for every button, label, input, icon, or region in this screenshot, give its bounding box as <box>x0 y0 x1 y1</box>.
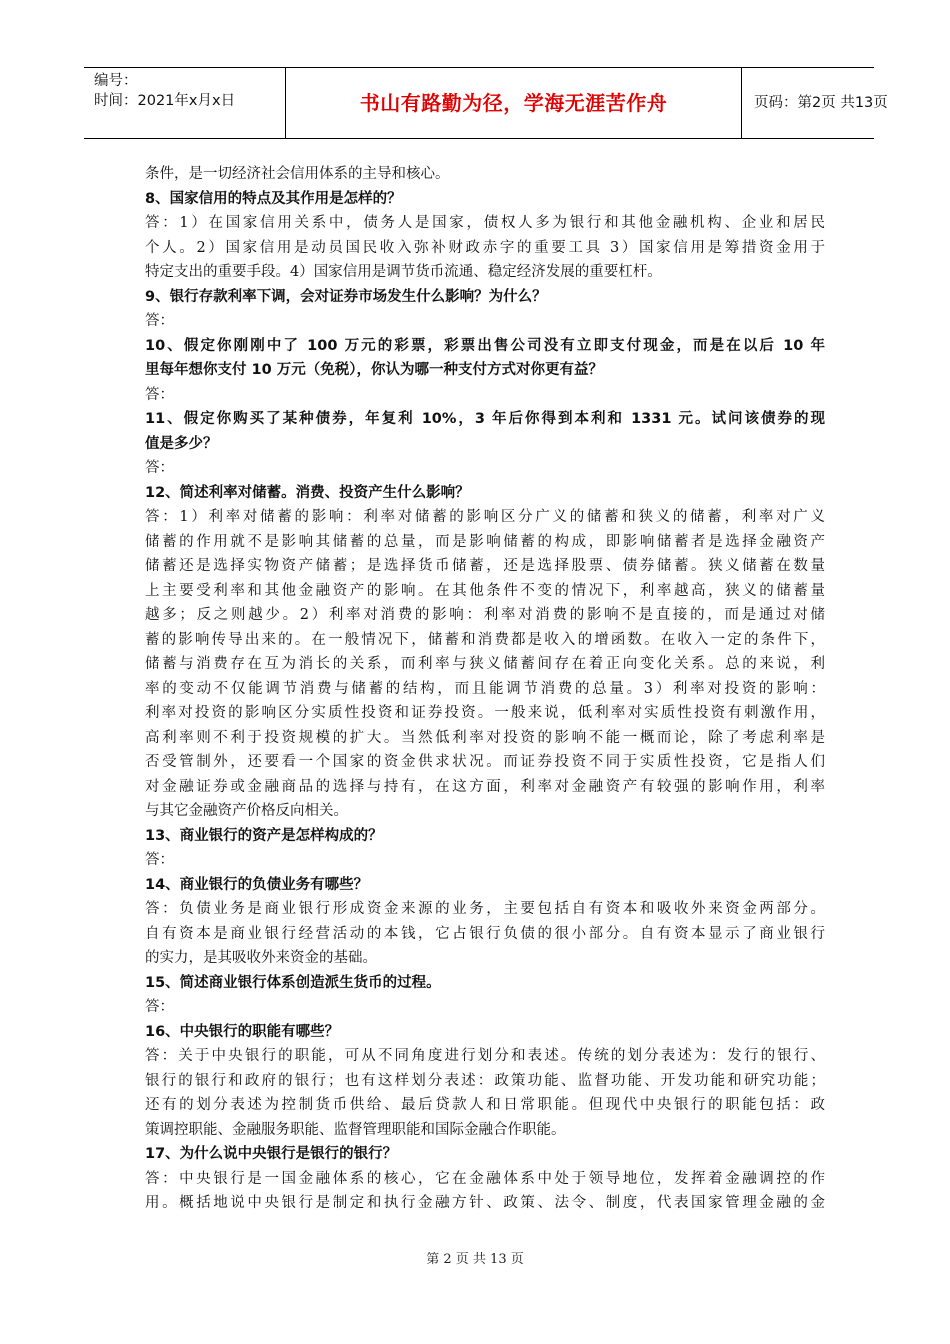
answer-line: 否受管制外，还要看一个国家的资金供求状况。而证券投资不同于实质性投资，它是指人们 <box>145 754 825 770</box>
answer-line: 个人。2）国家信用是动员国民收入弥补财政赤字的重要工具 3）国家信用是筹措资金用于 <box>145 239 825 256</box>
answer-line: 用。概括地说中央银行是制定和执行金融方针、政策、法令、制度，代表国家管理金融的金 <box>145 1195 825 1211</box>
question-line: 13、商业银行的资产是怎样构成的？ <box>145 827 383 844</box>
answer-line: 答： <box>145 386 174 403</box>
answer-line: 的实力，是其吸收外来资金的基础。 <box>145 950 377 966</box>
answer-line: 答： <box>145 999 174 1015</box>
header-left-cell <box>84 68 285 138</box>
answer-line: 越多；反之则越少。2）利率对消费的影响：利率对消费的影响不是直接的，而是通过对储 <box>145 607 825 623</box>
answer-line: 答：1）在国家信用关系中，债务人是国家，债权人多为银行和其他金融机构、企业和居民 <box>145 215 825 231</box>
answer-line: 储蓄与消费存在互为消长的关系，而利率与狭义储蓄间存在着正向变化关系。总的来说，利 <box>145 656 825 672</box>
document-body <box>145 162 825 1216</box>
question-line: 16、中央银行的职能有哪些？ <box>145 1023 340 1040</box>
question-line: 12、简述利率对储蓄。消费、投资产生什么影响？ <box>145 484 470 501</box>
question-line: 14、商业银行的负债业务有哪些？ <box>145 876 369 893</box>
answer-line: 自有资本是商业银行经营活动的本钱，它占银行负债的很小部分。自有资本显示了商业银行 <box>145 925 825 942</box>
answer-line: 储蓄还是选择实物资产储蓄；是选择货币储蓄，还是选择股票、债券储蓄。狭义储蓄在数量 <box>145 558 825 574</box>
answer-line: 策调控职能、金融服务职能、监督管理职能和国际金融合作职能。 <box>145 1121 566 1138</box>
question-line: 11、假定你购买了某种债券，年复利 10%，3 年后你得到本利和 1331 元。试问该债券的现 <box>145 411 825 427</box>
question-line: 17、为什么说中央银行是银行的银行？ <box>145 1146 398 1162</box>
answer-line: 还有的划分表述为控制货币供给、最后贷款人和日常职能。但现代中央银行的职能包括：政 <box>145 1097 825 1113</box>
question-line: 值是多少？ <box>145 435 218 452</box>
question-line: 15、简述商业银行体系创造派生货币的过程。 <box>145 974 441 991</box>
answer-line: 答：中央银行是一国金融体系的核心，它在金融体系中处于领导地位，发挥着金融调控的作 <box>145 1170 825 1187</box>
answer-line: 答： <box>145 460 174 476</box>
answer-line: 答： <box>145 313 174 329</box>
page-info: 页码：第2页 共13页 <box>754 95 888 111</box>
answer-line: 答：关于中央银行的职能，可从不同角度进行划分和表述。传统的划分表述为：发行的银行、 <box>145 1048 825 1064</box>
question-line: 里每年想你支付 10 万元（免税），你认为哪一种支付方式对你更有益？ <box>145 362 604 378</box>
date-label: 时间：2021年x月x日 <box>94 93 236 109</box>
answer-line: 特定支出的重要手段。4）国家信用是调节货币流通、稳定经济发展的重要杠杆。 <box>145 264 662 280</box>
question-line: 9、银行存款利率下调，会对证券市场发生什么影响？为什么？ <box>145 288 547 305</box>
number-label: 编号： <box>94 73 138 89</box>
answer-line: 答：负债业务是商业银行形成资金来源的业务，主要包括自有资本和吸收外来资金两部分。 <box>145 901 825 917</box>
answer-line: 对金融证券或金融商品的选择与持有，在这方面，利率对金融资产有较强的影响作用，利率 <box>145 778 825 795</box>
question-line: 8、国家信用的特点及其作用是怎样的？ <box>145 190 402 207</box>
answer-line: 利率对投资的影响区分实质性投资和证券投资。一般来说，低利率对实质性投资有刺激作用， <box>145 705 825 721</box>
answer-line: 上主要受利率和其他金融资产的影响。在其他条件不变的情况下，利率越高，狭义的储蓄量 <box>145 582 825 599</box>
motto-title: 书山有路勤为径，学海无涯苦作舟 <box>285 68 742 138</box>
answer-line: 条件，是一切经济社会信用体系的主导和核心。 <box>145 166 450 182</box>
answer-line: 与其它金融资产价格反向相关。 <box>145 803 348 819</box>
answer-line: 答： <box>145 852 174 868</box>
answer-line: 答：1）利率对储蓄的影响：利率对储蓄的影响区分广义的储蓄和狭义的储蓄，利率对广义 <box>145 509 825 525</box>
answer-line: 蓄的影响传导出来的。在一般情况下，储蓄和消费都是收入的增函数。在收入一定的条件下， <box>145 631 825 648</box>
header-table <box>84 67 888 139</box>
question-line: 10、假定你刚刚中了 100 万元的彩票，彩票出售公司没有立即支付现金，而是在以后 10 年 <box>145 337 825 354</box>
answer-line: 率的变动不仅能调节消费与储蓄的结构，而且能调节消费的总量。3）利率对投资的影响： <box>145 680 825 697</box>
answer-line: 银行的银行和政府的银行；也有这样划分表述：政策功能、监督功能、开发功能和研究功能； <box>145 1072 825 1089</box>
page-footer: 第 2 页 共 13 页 <box>426 1252 524 1267</box>
answer-line: 高利率则不利于投资规模的扩大。当然低利率对投资的影响不能一概而论，除了考虑利率是 <box>145 729 825 746</box>
answer-line: 储蓄的作用就不是影响其储蓄的总量，而是影响储蓄的构成，即影响储蓄者是选择金融资产 <box>145 533 825 550</box>
